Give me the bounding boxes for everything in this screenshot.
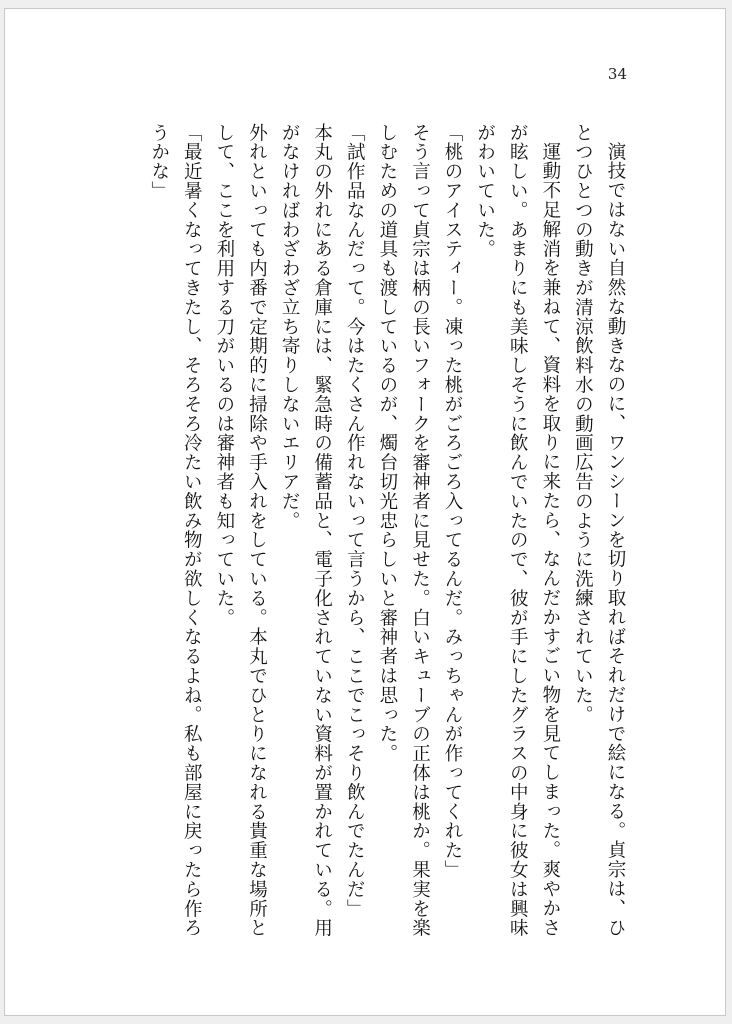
dialogue-paragraph: 「試作品なんだって。今はたくさん作れないって言うから、ここでこっそり飲んでたんだ」: [344, 123, 366, 919]
paragraph: 演技ではない自然な動きなのに、ワンシーンを切り取ればそれだけで絵になる。貞宗は、ひとつひとつの動きが清涼飲料水の動画広告のように洗練されていた。: [572, 123, 626, 937]
paragraph: 運動不足解消を兼ねて、資料を取りに来たら、なんだかすごい物を見てしまった。爽やかさが眩しい。あまりにも美味しそうに飲んでいたので、彼が手にしたグラスの中身に彼女は興味がわいていた。: [474, 123, 561, 938]
dialogue-paragraph: 「桃のアイスティー。凍った桃がごろごろ入ってるんだ。みっちゃんが作ってくれた」: [442, 123, 464, 880]
paragraph: そう言って貞宗は柄の長いフォークを審神者に見せた。白いキューブの正体は桃か。果実を楽しむための道具も渡しているのが、燭台切光忠らしいと審神者は思った。: [376, 123, 431, 938]
paragraph: 外れといっても内番で定期的に掃除や手入れをしている。本丸でひとりになれる貴重な場所として、ここを利用する刀がいるのは審神者も知っていた。: [213, 123, 268, 938]
paragraph: 本丸の外れにある倉庫には、緊急時の備蓄品と、電子化されていない資料が置かれている。用がなければわざわざ立ち寄りしないエリアだ。: [279, 123, 333, 938]
book-page: [4, 8, 726, 1016]
page-number: 34: [607, 65, 627, 83]
dialogue-paragraph: 「最近暑くなってきたし、そろそろ冷たい飲み物が欲しくなるよね。私も部屋に戻ったら作ろうかな」: [148, 123, 203, 938]
vertical-body-text: [142, 123, 631, 943]
